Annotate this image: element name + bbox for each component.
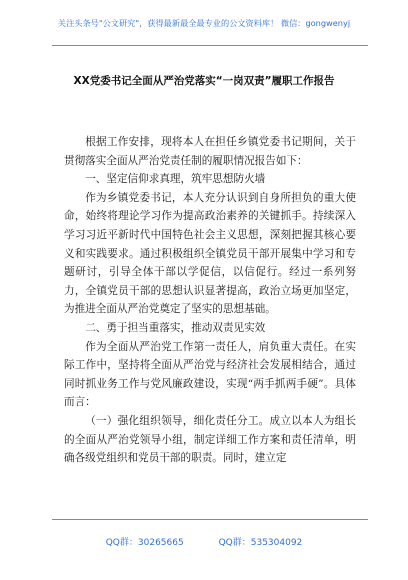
- header-divider: [52, 45, 368, 46]
- paragraph-section-2: 作为全面从严治党工作第一责任人，肩负重大责任。在实际工作中，坚持将全面从严治党与经济社会发展相结合，通过同时抓业务工作与党风廉政建设，实现“两手抓两手硬”。具体而言：: [64, 340, 356, 409]
- paragraph-subsection-1: （一）强化组织领导，细化责任分工。成立以本人为组长的全面从严治党领导小组，制定详细工作方案和责任清单，明确各级党组织和党员干部的职责。同时，建立定: [64, 414, 356, 465]
- document-title: XX党委书记全面从严治党落实“一岗双责”履职工作报告: [73, 75, 335, 87]
- footer-qq-group-1: QQ群：30265665: [105, 538, 184, 548]
- footer-qq-group-2: QQ群：535304092: [218, 538, 303, 548]
- footer: [0, 535, 408, 548]
- paragraph-section-1: 作为乡镇党委书记，本人充分认识到自身所担负的重大使命，始终将理论学习作为提高政治素养的关键抓手。持续深入学习习近平新时代中国特色社会主义思想，深刻把握其核心要义和实践要求。通过积极组织全镇党员干部开展集中学习和专题研讨，引导全体干部以学促信，以信促行。经过一系列努力，全镇党员干部的思想认识显著提高，政治立场更加坚定，为推进全面从严治党奠定了坚实的思想基础。: [64, 191, 356, 316]
- section-heading-1: 一、坚定信仰求真理，筑牢思想防火墙: [85, 173, 266, 186]
- section-heading-2: 二、勇于担当重落实，推动双责见实效: [85, 321, 266, 334]
- document-body: [64, 133, 356, 468]
- paragraph-intro: 根据工作安排，现将本人在担任乡镇党委书记期间，关于贯彻落实全面从严治党责任制的履职情况报告如下：: [64, 136, 356, 167]
- header-banner: 关注头条号"公文研究"，获得最新最全最专业的公文资料库！ 微信：gongwenyj: [57, 18, 351, 28]
- footer-divider: [52, 519, 368, 520]
